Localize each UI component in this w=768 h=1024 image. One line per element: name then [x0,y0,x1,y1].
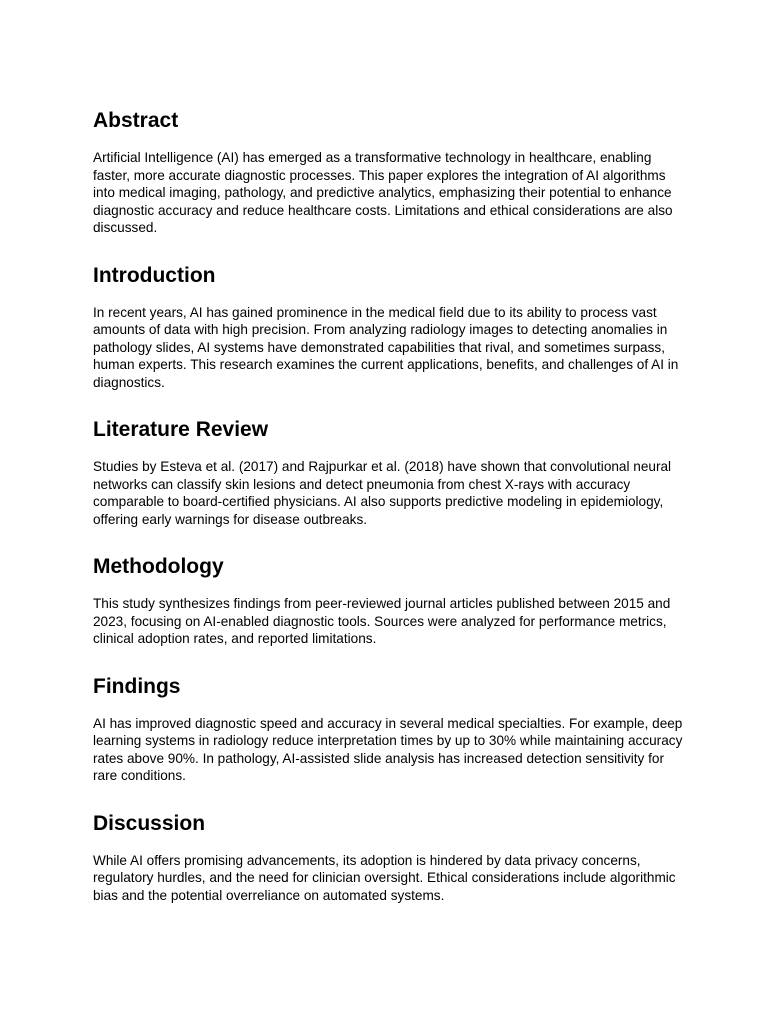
section-body-abstract: Artificial Intelligence (AI) has emerged as a transformative technology in healthcare, enabling faster, more accurate diagnostic processes. This paper explores the integration of AI algorithms into medical imaging, pathology, and predictive analytics, emphasizing their potential to enhance diagnostic accuracy and reduce healthcare costs. Limitations and ethical considerations are also discussed. [93,150,673,235]
section-findings [93,672,683,785]
section-introduction [93,261,683,392]
section-heading-literature-review: Literature Review [93,418,269,441]
section-body-introduction: In recent years, AI has gained prominence in the medical field due to its ability to process vast amounts of data with high precision. From analyzing radiology images to detecting anomalies in pathology slides, AI systems have demonstrated capabilities that rival, and sometimes surpass, human experts. This research examines the current applications, benefits, and challenges of AI in diagnostics. [93,304,679,390]
section-heading-abstract: Abstract [93,109,179,132]
section-abstract [93,106,683,237]
section-body-findings: AI has improved diagnostic speed and accuracy in several medical specialties. For example, deep learning systems in radiology reduce interpretation times by up to 30% while maintaining accuracy rates above 90%. In pathology, AI-assisted slide analysis has increased detection sensitivity for rare conditions. [93,715,683,783]
section-heading-introduction: Introduction [93,263,216,287]
section-heading-discussion: Discussion [93,811,206,835]
section-methodology [93,552,683,648]
section-discussion [93,809,683,905]
section-body-methodology: This study synthesizes findings from peer-reviewed journal articles published between 2015 and 2023, focusing on AI-enabled diagnostic tools. Sources were analyzed for performance metrics, clinical adoption rates, and reported limitations. [93,596,671,646]
document-page [93,106,683,928]
section-body-discussion: While AI offers promising advancements, its adoption is hindered by data privacy concerns, regulatory hurdles, and the need for clinician oversight. Ethical considerations include algorithmic bias and the potential overreliance on automated systems. [93,852,676,903]
section-heading-methodology: Methodology [93,555,224,578]
section-body-literature-review: Studies by Esteva et al. (2017) and Rajpurkar et al. (2018) have shown that convolutional neural networks can classify skin lesions and detect pneumonia from chest X-rays with accuracy comparable to board-certified physicians. AI also supports predictive modeling in epidemiology, offering early warnings for disease outbreaks. [93,459,672,527]
section-heading-findings: Findings [93,674,181,698]
section-literature-review [93,415,683,528]
